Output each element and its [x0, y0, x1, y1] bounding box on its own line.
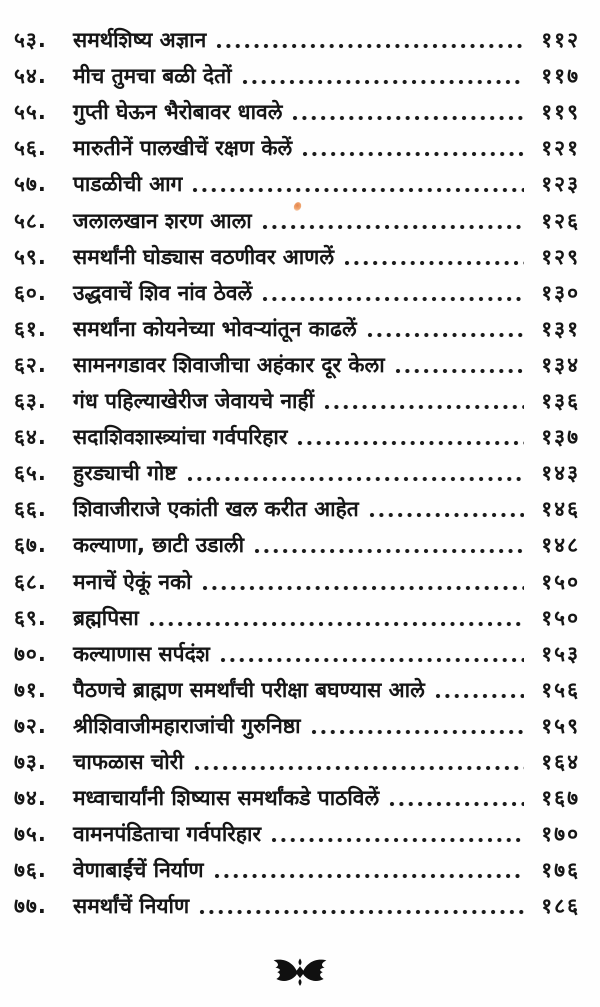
entry-title: मीच तुमचा बळी देतों: [73, 64, 232, 89]
entry-number: ६०.: [14, 280, 47, 305]
dot-leader: [366, 331, 524, 339]
entry-title: पाडळीची आग: [73, 172, 183, 197]
dot-leader: [241, 78, 524, 86]
entry-number: ५६.: [14, 136, 47, 161]
entry-title: मध्वाचार्यांनी शिष्यास समर्थांकडे पाठविलें: [73, 786, 380, 811]
dot-leader: [201, 584, 524, 592]
dot-leader: [193, 764, 524, 772]
toc-entry: [14, 491, 580, 527]
entry-page-number: १८६: [541, 894, 580, 919]
dot-leader: [343, 259, 524, 267]
entry-title: जलालखान शरण आला: [73, 208, 252, 233]
toc-entry: [14, 636, 580, 672]
entry-page-number: १७६: [541, 858, 580, 883]
toc-entry: [14, 239, 580, 275]
entry-title: मारुतीनें पालखीचें रक्षण केलें: [73, 136, 293, 161]
entry-page-number: ११९: [541, 100, 580, 125]
dot-leader: [310, 728, 524, 736]
entry-title: ब्रह्मपिसा: [73, 605, 139, 630]
toc-entry: [14, 94, 580, 130]
dot-leader: [253, 547, 524, 555]
entry-title: वेणाबाईंचें निर्याण: [73, 858, 204, 883]
dot-leader: [323, 403, 524, 411]
entry-title: गंध पहिल्याखेरीज जेवायचे नाहीं: [73, 389, 315, 414]
toc-entry: [14, 347, 580, 383]
entry-page-number: १२३: [541, 172, 580, 197]
dot-leader: [434, 692, 524, 700]
entry-title: गुप्ती घेऊन भैरोबावर धावले: [73, 100, 283, 125]
entry-page-number: १५३: [541, 641, 580, 666]
dot-leader: [213, 872, 524, 880]
toc-entry: [14, 527, 580, 563]
dot-leader: [296, 439, 524, 447]
entry-number: ५९.: [14, 244, 47, 269]
entry-title: समर्थांनी घोड्यास वठणीवर आणलें: [73, 244, 335, 269]
toc-entry: [14, 744, 580, 780]
entry-number: ५५.: [14, 100, 47, 125]
entry-page-number: १५०: [541, 569, 580, 594]
entry-page-number: १३१: [541, 316, 580, 341]
dot-leader: [148, 620, 524, 628]
entry-number: ६५.: [14, 461, 47, 486]
entry-number: ७३.: [14, 749, 47, 774]
toc-entry: [14, 22, 580, 58]
entry-title: सामनगडावर शिवाजीचा अहंकार दूर केला: [73, 352, 385, 377]
footer-ornament: [0, 954, 600, 994]
entry-number: ७१.: [14, 677, 47, 702]
entry-page-number: १५६: [541, 677, 580, 702]
dot-leader: [261, 295, 524, 303]
entry-number: ५३.: [14, 28, 47, 53]
dot-leader: [198, 908, 524, 916]
entry-number: ७५.: [14, 822, 47, 847]
dot-leader: [368, 511, 524, 519]
entry-number: ५७.: [14, 172, 47, 197]
entry-page-number: १७०: [541, 822, 580, 847]
toc-entry: [14, 852, 580, 888]
entry-page-number: १६४: [541, 749, 580, 774]
entry-title: हुरड्याची गोष्ट: [73, 461, 177, 486]
entry-page-number: ११७: [541, 64, 580, 89]
toc-entry: [14, 311, 580, 347]
entry-title: चाफळास चोरी: [73, 749, 184, 774]
entry-page-number: १४८: [541, 533, 580, 558]
dot-leader: [186, 475, 524, 483]
dot-leader: [219, 656, 524, 664]
entry-title: पैठणचे ब्राह्मण समर्थांची परीक्षा बघण्यास आले: [73, 677, 425, 702]
entry-page-number: १३७: [541, 425, 580, 450]
entry-number: ७४.: [14, 786, 47, 811]
entry-page-number: १३०: [541, 280, 580, 305]
toc-entry: [14, 600, 580, 636]
entry-title: वामनपंडिताचा गर्वपरिहार: [73, 822, 262, 847]
entry-title: श्रीशिवाजीमहाराजांची गुरुनिष्ठा: [73, 713, 301, 738]
dot-leader: [270, 836, 524, 844]
entry-title: समर्थांना कोयनेच्या भोवऱ्यांतून काढलें: [73, 316, 357, 341]
entry-page-number: १४६: [541, 497, 580, 522]
toc-entry: [14, 708, 580, 744]
entry-number: ७६.: [14, 858, 47, 883]
entry-number: ६३.: [14, 389, 47, 414]
entry-number: ६४.: [14, 425, 47, 450]
entry-page-number: १२१: [541, 136, 580, 161]
dot-leader: [388, 800, 524, 808]
toc-entry: [14, 419, 580, 455]
dot-leader: [261, 223, 524, 231]
toc-entry: [14, 780, 580, 816]
dot-leader: [215, 42, 524, 50]
toc-entry: [14, 672, 580, 708]
entry-title: समर्थांचें निर्याण: [73, 894, 190, 919]
entry-number: ६७.: [14, 533, 47, 558]
entry-page-number: १३६: [541, 389, 580, 414]
dot-leader: [291, 114, 524, 122]
entry-page-number: १४३: [541, 461, 580, 486]
entry-title: उद्धवाचें शिव नांव ठेवलें: [73, 280, 253, 305]
entry-title: शिवाजीराजे एकांती खल करीत आहेत: [73, 497, 359, 522]
entry-number: ५८.: [14, 208, 47, 233]
toc-entry: [14, 166, 580, 202]
entry-number: ७७.: [14, 894, 47, 919]
dot-leader: [191, 186, 524, 194]
entry-page-number: १३४: [541, 352, 580, 377]
toc-entry: [14, 888, 580, 924]
entry-page-number: १२९: [541, 244, 580, 269]
entry-number: ६१.: [14, 316, 47, 341]
entry-number: ५४.: [14, 64, 47, 89]
entry-title: समर्थशिष्य अज्ञान: [73, 28, 207, 53]
entry-number: ६९.: [14, 605, 47, 630]
entry-page-number: १५९: [541, 713, 580, 738]
entry-number: ६६.: [14, 497, 47, 522]
entry-number: ७०.: [14, 641, 47, 666]
floral-fleuron-ornament-icon: [267, 954, 333, 994]
toc-entry: [14, 130, 580, 166]
entry-page-number: १२६: [541, 208, 580, 233]
entry-number: ७२.: [14, 713, 47, 738]
entry-page-number: ११२: [541, 28, 580, 53]
toc-entry: [14, 383, 580, 419]
entry-title: सदाशिवशास्त्र्यांचा गर्वपरिहार: [73, 425, 288, 450]
toc-entry: [14, 455, 580, 491]
toc-entry: [14, 275, 580, 311]
dot-leader: [394, 367, 524, 375]
toc-entry: [14, 58, 580, 94]
dot-leader: [301, 150, 524, 158]
entry-page-number: १६७: [541, 786, 580, 811]
entry-title: कल्याणास सर्पदंश: [73, 641, 210, 666]
entry-page-number: १५०: [541, 605, 580, 630]
toc-entry: [14, 563, 580, 599]
entry-number: ६८.: [14, 569, 47, 594]
toc-entry: [14, 816, 580, 852]
entry-number: ६२.: [14, 352, 47, 377]
entry-title: कल्याणा, छाटी उडाली: [73, 533, 245, 558]
entry-title: मनाचें ऐकूं नको: [73, 569, 192, 594]
